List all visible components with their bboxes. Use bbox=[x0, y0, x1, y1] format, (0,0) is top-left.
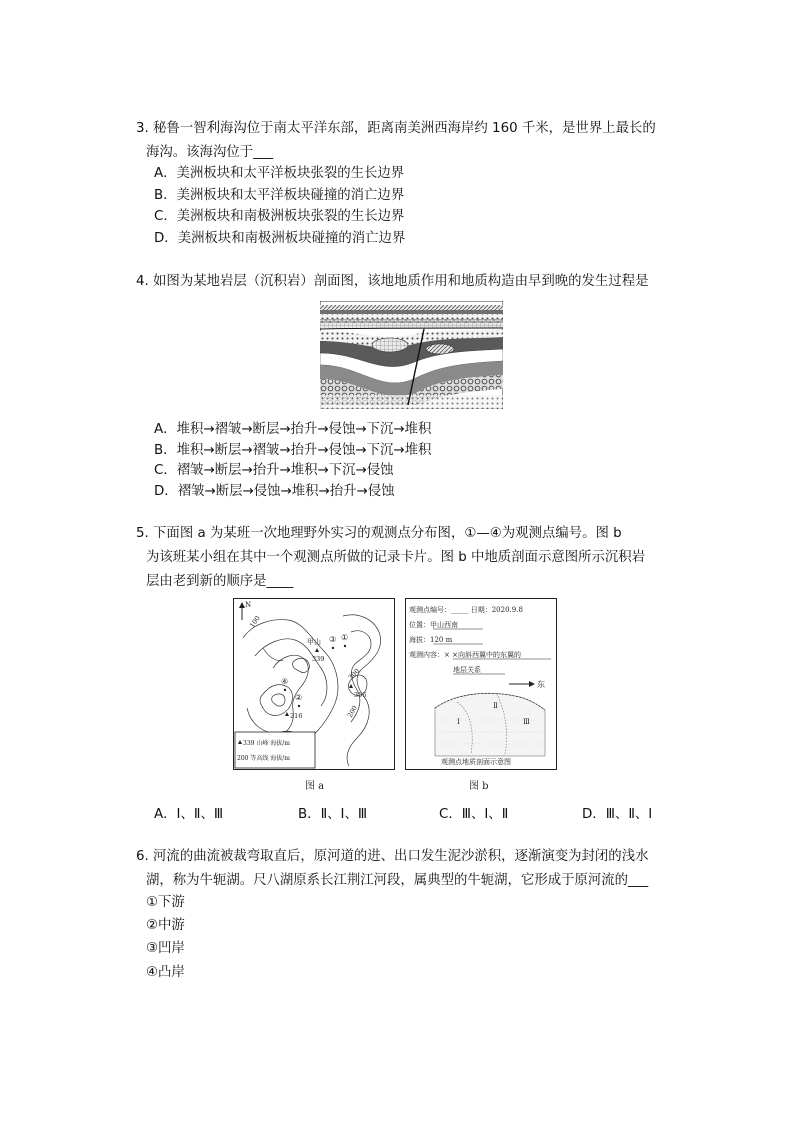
q5-stem-line2: 为该班某小组在其中一个观测点所做的记录卡片。图 b 中地质剖面示意图所示沉积岩 bbox=[146, 550, 646, 565]
peak-356: 356 bbox=[354, 691, 367, 699]
layer-label-3: Ⅲ bbox=[523, 718, 530, 726]
obs-point-3: ③ bbox=[329, 635, 337, 644]
north-label: N bbox=[245, 601, 252, 609]
figure-a-caption: 图 a bbox=[305, 781, 325, 792]
q5-option-a: A．Ⅰ、Ⅱ、Ⅲ bbox=[154, 807, 224, 822]
q6-option-3: ③凹岸 bbox=[146, 941, 185, 956]
q5-stem-line1: 5. 下面图 a 为某班一次地理野外实习的观测点分布图，①—④为观测点编号。图 b bbox=[136, 526, 622, 541]
contour-label-300: 300 bbox=[346, 666, 362, 682]
peak-216: 216 bbox=[290, 712, 303, 720]
rock-strata-figure bbox=[320, 301, 503, 409]
east-label: 东 bbox=[537, 680, 545, 689]
q6-option-4: ④凸岸 bbox=[146, 965, 185, 980]
figure-a-map bbox=[233, 598, 395, 798]
obs-point-1: ① bbox=[341, 633, 349, 642]
contour-label-100: 100 bbox=[248, 614, 262, 630]
q5-option-b: B．Ⅱ、Ⅰ、Ⅲ bbox=[298, 807, 368, 822]
layer-label-1: Ⅰ bbox=[457, 718, 460, 726]
q3-option-c: C．美洲板块和南极洲板块张裂的生长边界 bbox=[154, 209, 405, 224]
q6-stem-line2: 湖，称为牛轭湖。尺八湖原系长江荆江河段，属典型的牛轭湖，它形成于原河流的___ bbox=[146, 873, 649, 888]
q6-option-1: ①下游 bbox=[146, 895, 185, 910]
figure-a-svg bbox=[233, 598, 395, 798]
q3-stem-line1: 3. 秘鲁一智利海沟位于南太平洋东部，距离南美洲西海岸约 160 千米，是世界上最长的 bbox=[136, 121, 656, 136]
card-row-location: 位置：甲山西南 bbox=[409, 621, 458, 629]
q4-stem-line1: 4. 如图为某地岩层（沉积岩）剖面图，该地地质作用和地质构造由早到晚的发生过程是 bbox=[136, 274, 649, 289]
figure-b-svg bbox=[405, 598, 557, 798]
contour-label-200: 200 bbox=[345, 704, 359, 719]
q3-stem-line2: 海沟。该海沟位于___ bbox=[146, 145, 274, 160]
q4-option-b: B．堆积→断层→褶皱→抬升→侵蚀→下沉→堆积 bbox=[154, 443, 432, 458]
q5-option-d: D．Ⅲ、Ⅱ、Ⅰ bbox=[582, 807, 653, 822]
layer-label-2: Ⅱ bbox=[493, 702, 498, 710]
place-jiashan: 甲山 bbox=[307, 638, 321, 646]
obs-point-2: ② bbox=[295, 693, 303, 702]
obs-point-4: ④ bbox=[281, 677, 289, 686]
card-footer: 观测点地质剖面示意图 bbox=[441, 758, 511, 766]
q5-stem-line3: 层由老到新的顺序是____ bbox=[146, 574, 294, 589]
card-row-altitude: 海拔：120 m bbox=[409, 636, 453, 644]
q3-option-b: B．美洲板块和太平洋板块碰撞的消亡边界 bbox=[154, 188, 405, 203]
figure-b-caption: 图 b bbox=[469, 781, 489, 792]
q5-option-c: C．Ⅲ、Ⅰ、Ⅱ bbox=[439, 807, 509, 822]
q3-option-a: A．美洲板块和太平洋板块张裂的生长边界 bbox=[154, 166, 405, 181]
peak-339: 339 bbox=[312, 655, 325, 663]
legend-peak: 339 山峰 海拔/m bbox=[243, 740, 290, 747]
q4-option-d: D．褶皱→断层→侵蚀→堆积→抬升→侵蚀 bbox=[154, 484, 395, 499]
q6-option-2: ②中游 bbox=[146, 918, 185, 933]
legend-contour: 200 等高线 海拔/m bbox=[237, 755, 290, 762]
q3-option-d: D．美洲板块和南极洲板块碰撞的消亡边界 bbox=[154, 231, 406, 246]
figure-b-card bbox=[405, 598, 557, 798]
q4-option-a: A．堆积→褶皱→断层→抬升→侵蚀→下沉→堆积 bbox=[154, 422, 432, 437]
card-row-content-2: 地层关系 bbox=[453, 666, 481, 674]
rock-strata-svg bbox=[320, 301, 503, 409]
card-row-id-date: 观测点编号：_____ 日期：2020.9.8 bbox=[409, 606, 523, 614]
q5-options bbox=[154, 803, 674, 823]
card-row-content: 观测内容：× ×向斜西翼中的东翼的 bbox=[409, 651, 521, 659]
q6-stem-line1: 6. 河流的曲流被裁弯取直后，原河道的进、出口发生泥沙淤积，逐渐演变为封闭的浅水 bbox=[136, 849, 649, 864]
q4-option-c: C．褶皱→断层→抬升→堆积→下沉→侵蚀 bbox=[154, 463, 394, 478]
